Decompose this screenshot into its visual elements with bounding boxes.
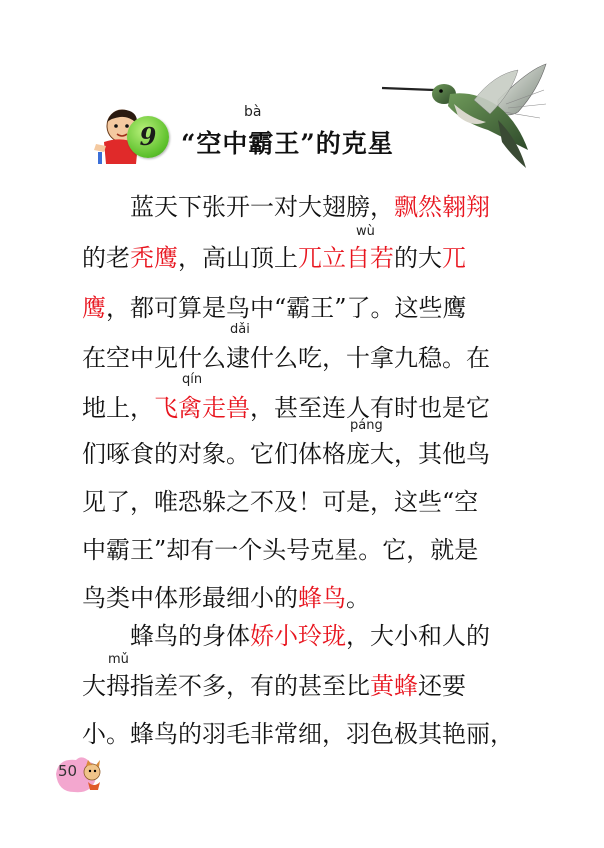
paragraph1-line5 bbox=[82, 386, 518, 430]
text: 中霸王”却有一个头号克星。它，就是 bbox=[82, 536, 479, 564]
pinyin-mu: mǔ bbox=[108, 652, 129, 667]
highlight-word: 兀立自若 bbox=[298, 244, 394, 272]
text: 见了，唯恐躲之不及！可是，这些“空 bbox=[82, 488, 479, 516]
paragraph1-line8 bbox=[82, 528, 518, 572]
paragraph2-line2 bbox=[82, 664, 518, 708]
pinyin-pang: páng bbox=[350, 418, 383, 433]
text: 的老 bbox=[82, 244, 130, 272]
highlight-word: 黄蜂 bbox=[370, 672, 418, 700]
paragraph1-line1 bbox=[82, 185, 566, 229]
pinyin-wu: wù bbox=[356, 224, 375, 239]
page-title: “空中霸王”的克星 bbox=[181, 129, 394, 158]
paragraph1-line4 bbox=[82, 336, 518, 380]
paragraph1-line6 bbox=[82, 432, 518, 476]
page-number: 50 bbox=[58, 762, 78, 780]
paragraph2-line3 bbox=[82, 712, 518, 756]
text: 还要 bbox=[418, 672, 466, 700]
text: 地上， bbox=[82, 394, 154, 422]
highlight-word: 蜂鸟 bbox=[298, 584, 346, 612]
highlight-word: 飘然翱翔 bbox=[394, 193, 490, 221]
text: 蜂鸟的身体 bbox=[130, 622, 250, 650]
paragraph1-line7 bbox=[82, 480, 518, 524]
text: ，大小和人的 bbox=[346, 622, 490, 650]
text: 小。蜂鸟的羽毛非常细，羽色极其艳丽， bbox=[82, 720, 514, 748]
text: 们啄食的对象。它们体格庞大，其他鸟 bbox=[82, 440, 490, 468]
text: 鸟类中体形最细小的 bbox=[82, 584, 298, 612]
highlight-word: 飞禽走兽 bbox=[154, 394, 250, 422]
text: ，甚至连人有时也是它 bbox=[250, 394, 490, 422]
highlight-word: 秃鹰 bbox=[130, 244, 178, 272]
highlight-word: 鹰 bbox=[82, 294, 106, 322]
highlight-word: 兀 bbox=[442, 244, 466, 272]
text: 的大 bbox=[394, 244, 442, 272]
highlight-word: 娇小玲珑 bbox=[250, 622, 346, 650]
pinyin-qin: qín bbox=[182, 372, 203, 387]
text: 大拇指差不多，有的甚至比 bbox=[82, 672, 370, 700]
text: 。 bbox=[346, 584, 370, 612]
lesson-number-badge: 9 bbox=[127, 116, 169, 158]
pinyin-dai: dǎi bbox=[230, 322, 250, 337]
hummingbird-illustration bbox=[378, 60, 548, 172]
text: ，都可算是鸟中“霸王”了。这些鹰 bbox=[106, 294, 467, 322]
paragraph1-line2 bbox=[82, 236, 518, 280]
text: 在空中见什么逮什么吃，十拿九稳。在 bbox=[82, 344, 490, 372]
paragraph1-line3 bbox=[82, 286, 518, 330]
paragraph2-line1 bbox=[82, 614, 566, 658]
title-pinyin-ba: bà bbox=[244, 104, 262, 120]
text: 蓝天下张开一对大翅膀， bbox=[130, 193, 394, 221]
text: ，高山顶上 bbox=[178, 244, 298, 272]
